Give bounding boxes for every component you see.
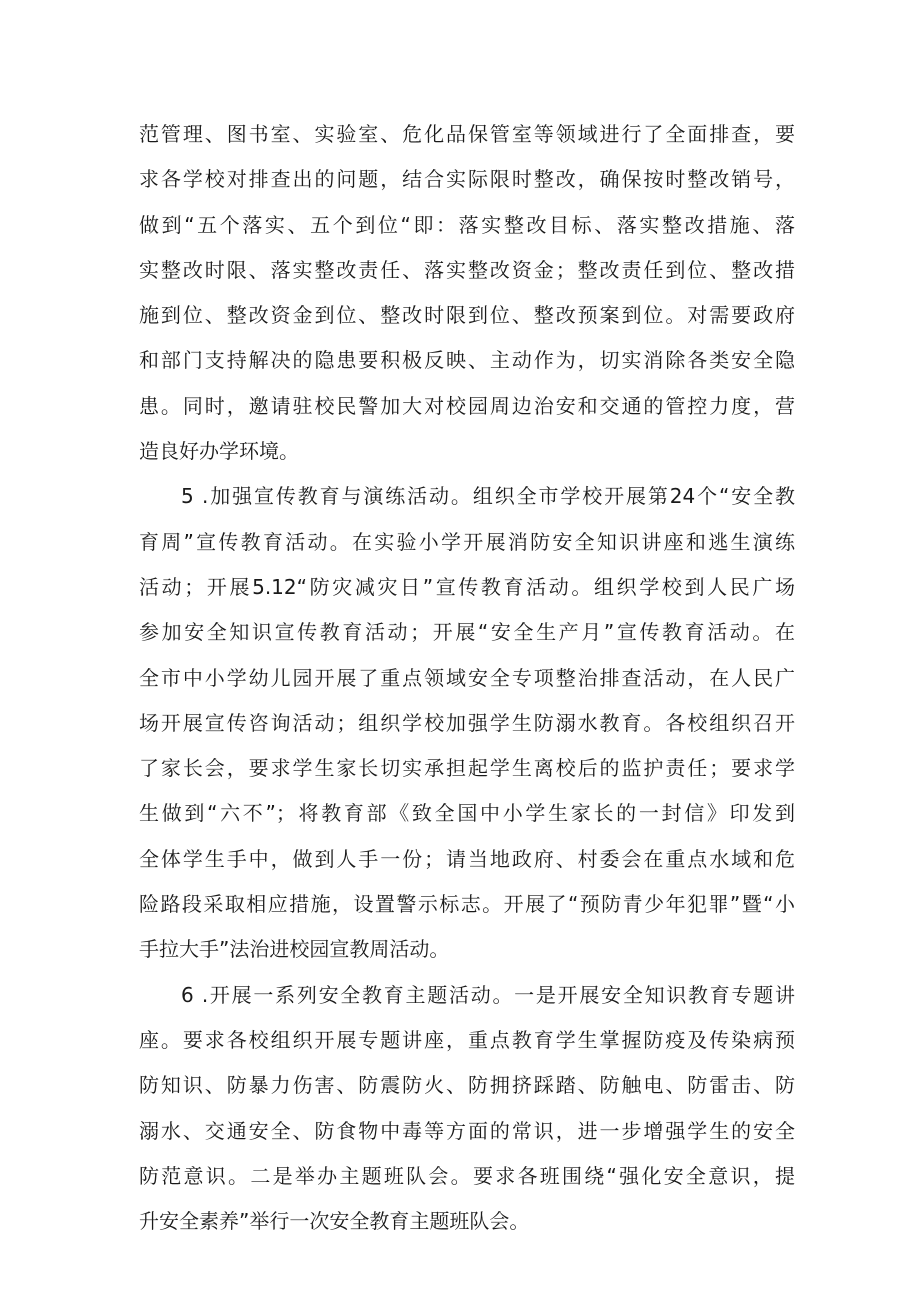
text-line: 场开展宣传咨询活动；组织学校加强学生防溺水教育。各校组织召开 <box>139 710 795 735</box>
text-line: 施到位、整改资金到位、整改时限到位、整改预案到位。对需要政府 <box>139 303 795 328</box>
text-line: 患。同时，邀请驻校民警加大对校园周边治安和交通的管控力度，营 <box>139 393 795 418</box>
text-line: 防知识、防暴力伤害、防震防火、防拥挤踩踏、防触电、防雷击、防 <box>139 1073 795 1098</box>
text-line: 全体学生手中，做到人手一份；请当地政府、村委会在重点水域和危 <box>139 846 795 871</box>
text-line: 升安全素养”举行一次安全教育主题班队会。 <box>139 1209 530 1234</box>
paragraph-item-6 <box>139 973 795 1245</box>
text-line: 险路段采取相应措施，设置警示标志。开展了“预防青少年犯罪”暨“小 <box>139 892 795 917</box>
text-line: 了家长会，要求学生家长切实承担起学生离校后的监护责任；要求学 <box>139 756 795 781</box>
text-line: 座。要求各校组织开展专题讲座，重点教育学生掌握防疫及传染病预 <box>139 1027 795 1052</box>
text-line: 防范意识。二是举办主题班队会。要求各班围绕“强化安全意识，提 <box>139 1163 795 1188</box>
text-line: 溺水、交通安全、防食物中毒等方面的常识，进一步增强学生的安全 <box>139 1118 795 1143</box>
text-line: 参加安全知识宣传教育活动；开展“安全生产月”宣传教育活动。在 <box>139 620 795 645</box>
text-line: 和部门支持解决的隐患要积极反映、主动作为，切实消除各类安全隐 <box>139 348 795 373</box>
document-body <box>139 112 795 1244</box>
text-line: 手拉大手”法治进校园宣教周活动。 <box>139 937 450 962</box>
text-line: 全市中小学幼儿园开展了重点领域安全专项整治排查活动，在人民广 <box>139 665 795 690</box>
text-line: 造良好办学环境。 <box>139 439 299 464</box>
text-line: 求各学校对排查出的问题，结合实际限时整改，确保按时整改销号， <box>139 167 795 192</box>
text-line: 育周”宣传教育活动。在实验小学开展消防安全知识讲座和逃生演练 <box>139 529 795 554</box>
text-line: 做到“五个落实、五个到位“即：落实整改目标、落实整改措施、落 <box>139 212 795 237</box>
text-line: 生做到“六不”；将教育部《致全国中小学生家长的一封信》印发到 <box>139 801 795 826</box>
text-line: 实整改时限、落实整改责任、落实整改资金；整改责任到位、整改措 <box>139 257 795 282</box>
text-line: 范管理、图书室、实验室、危化品保管室等领域进行了全面排查，要 <box>139 122 795 146</box>
paragraph-continuation <box>139 112 795 474</box>
paragraph-item-5 <box>139 474 795 972</box>
text-line: 5 .加强宣传教育与演练活动。组织全市学校开展第24个“安全教 <box>181 484 795 509</box>
text-line: 6 .开展一系列安全教育主题活动。一是开展安全知识教育专题讲 <box>181 982 795 1007</box>
text-line: 活动；开展5.12“防灾减灾日”宣传教育活动。组织学校到人民广场 <box>139 574 795 599</box>
